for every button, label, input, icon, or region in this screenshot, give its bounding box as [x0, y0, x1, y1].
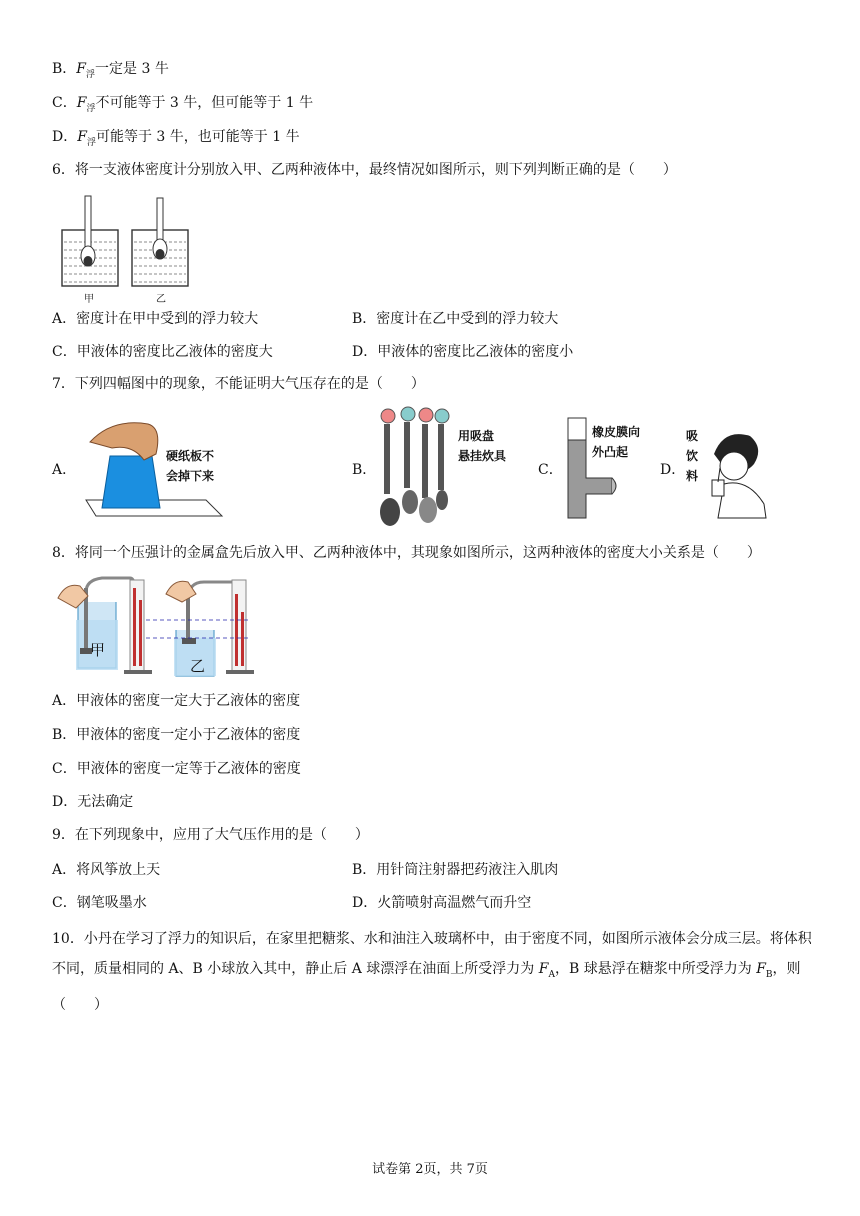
fig8-label-yi: 乙 [190, 657, 206, 675]
q7-label-b: B． [352, 462, 377, 478]
option-text: 不可能等于 3 牛，但可能等于 1 牛 [95, 95, 314, 111]
hydrometer-figure [58, 192, 198, 298]
q6-option-d: D．甲液体的密度比乙液体的密度小 [352, 344, 574, 360]
force-symbol: F [538, 961, 549, 977]
q10-stem-part3: ，则（ ） [52, 961, 801, 1013]
q5-option-c [52, 93, 313, 119]
q7-label-d: D． [660, 462, 686, 478]
beaker-yi [132, 198, 188, 286]
q6-option-c: C．甲液体的密度比乙液体的密度大 [52, 344, 273, 360]
q6-stem: 6．将一支液体密度计分别放入甲、乙两种液体中，最终情况如图所示，则下列判断正确的是（ ） [52, 162, 677, 178]
option-text: 可能等于 3 牛，也可能等于 1 牛 [95, 129, 300, 145]
pressure-gauge-figure [56, 572, 266, 682]
force-subscript: A [548, 969, 555, 980]
caption-b-line2: 悬挂炊具 [458, 449, 507, 463]
caption-a-line1: 硬纸板不 [166, 449, 215, 463]
inverted-cup-figure [82, 414, 232, 520]
q7-label-a: A． [52, 462, 77, 478]
q7-stem: 7．下列四幅图中的现象，不能证明大气压存在的是（ ） [52, 376, 425, 392]
force-symbol: F [76, 61, 87, 77]
force-subscript: 浮 [86, 103, 96, 114]
caption-d-line2: 饮 [686, 449, 699, 463]
suction-hook-figure [376, 406, 516, 528]
fig-label-jia: 甲 [84, 294, 94, 305]
q9-option-a: A．将风筝放上天 [52, 862, 161, 878]
q10-stem-part2: ，B 球悬浮在糖浆中所受浮力为 [554, 961, 757, 977]
caption-a-line2: 会掉下来 [166, 469, 215, 483]
q9-option-b: B．用针筒注射器把药液注入肌肉 [352, 862, 559, 878]
option-label: D． [52, 129, 78, 145]
option-label: B． [52, 61, 77, 77]
fig8-label-jia: 甲 [90, 641, 106, 659]
q5-option-b [52, 59, 169, 85]
page-footer: 试卷第 2页，共 7页 [372, 1162, 488, 1177]
caption-c-line2: 外凸起 [592, 445, 629, 459]
beaker-jia [62, 196, 118, 286]
force-symbol: F [756, 961, 766, 977]
option-text: 一定是 3 牛 [95, 61, 169, 77]
q5-option-d [52, 127, 300, 153]
q8-option-a: A．甲液体的密度一定大于乙液体的密度 [52, 693, 301, 709]
q10-stem [52, 924, 812, 1020]
rubber-membrane-figure [562, 414, 658, 520]
q10-stem-part1: 10．小丹在学习了浮力的知识后，在家里把糖浆、水和油注入玻璃杯中，由于密度不同，如图所示液体会分成三层。将体积不同，质量相同的 A、B 小球放入其中，静止后 A 球漂浮在油面上所受浮力为 [52, 931, 812, 977]
force-subscript: B [765, 969, 773, 980]
caption-d-line3: 料 [686, 469, 699, 483]
q8-option-b: B．甲液体的密度一定小于乙液体的密度 [52, 727, 301, 743]
q9-option-c: C．钢笔吸墨水 [52, 895, 147, 911]
q6-option-b: B．密度计在乙中受到的浮力较大 [352, 311, 559, 327]
option-label: C． [52, 95, 77, 111]
q9-stem: 9．在下列现象中，应用了大气压作用的是（ ） [52, 827, 369, 843]
caption-b-line1: 用吸盘 [458, 429, 495, 443]
q8-option-d: D．无法确定 [52, 794, 134, 810]
q9-option-d: D．火箭喷射高温燃气而升空 [352, 895, 532, 911]
q8-stem: 8．将同一个压强计的金属盒先后放入甲、乙两种液体中，其现象如图所示，这两种液体的密度大小关系是（ ） [52, 545, 761, 561]
force-symbol: F [76, 95, 87, 111]
q7-label-c: C． [538, 462, 563, 478]
force-subscript: 浮 [86, 137, 96, 148]
drinking-straw-figure [684, 424, 776, 520]
force-symbol: F [77, 129, 87, 145]
q8-option-c: C．甲液体的密度一定等于乙液体的密度 [52, 761, 301, 777]
caption-c-line1: 橡皮膜向 [592, 425, 641, 439]
force-subscript: 浮 [86, 69, 96, 80]
fig-label-yi: 乙 [156, 294, 166, 305]
q6-option-a: A．密度计在甲中受到的浮力较大 [52, 311, 259, 327]
caption-d-line1: 吸 [686, 429, 699, 443]
